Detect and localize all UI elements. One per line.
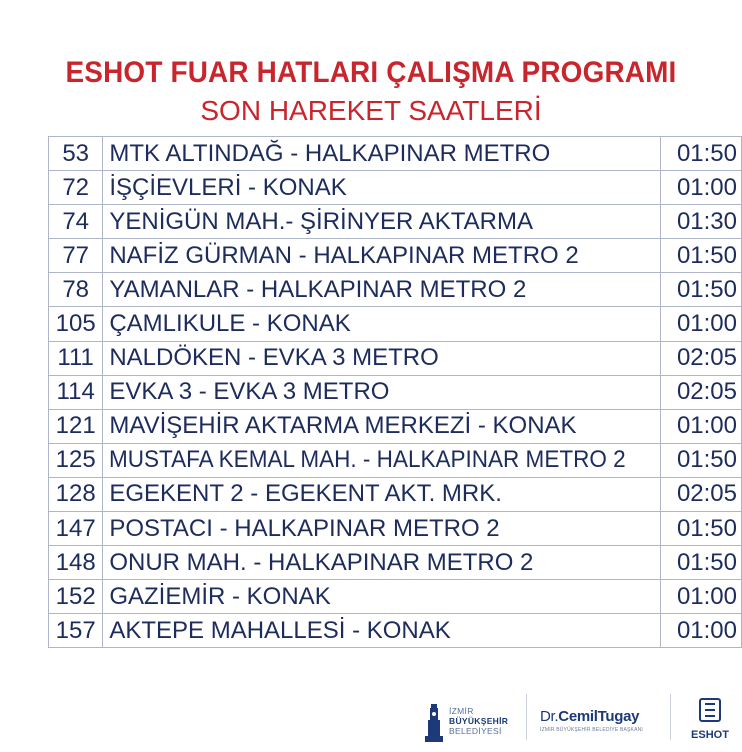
route-code: 78 — [49, 273, 103, 307]
route-code: 105 — [49, 307, 103, 341]
route-code: 128 — [49, 477, 103, 511]
route-name — [103, 409, 661, 443]
last-departure-time: 01:50 — [661, 273, 742, 307]
last-departure-time: 01:00 — [661, 614, 742, 648]
clock-tower-icon — [423, 702, 445, 746]
route-name — [103, 171, 661, 205]
route-name — [103, 375, 661, 409]
route-code: 121 — [49, 409, 103, 443]
footer-divider — [670, 694, 671, 740]
route-name-text: MUSTAFA KEMAL MAH. - HALKAPINAR METRO 2 — [109, 446, 626, 474]
route-name — [103, 239, 661, 273]
table-row — [49, 614, 742, 648]
last-departure-time: 01:50 — [661, 512, 742, 546]
table-row — [49, 137, 742, 171]
route-name — [103, 443, 661, 477]
route-name — [103, 477, 661, 511]
footer — [0, 688, 742, 748]
route-code: 125 — [49, 443, 103, 477]
izmir-logo-line-2: BÜYÜKŞEHİR — [449, 716, 509, 726]
last-departure-time: 01:00 — [661, 409, 742, 443]
mayor-name — [540, 708, 680, 725]
route-code: 148 — [49, 546, 103, 580]
route-code: 152 — [49, 580, 103, 614]
mayor-subtitle: İZMİR BÜYÜKŞEHİR BELEDİYE BAŞKANI — [540, 727, 644, 733]
footer-divider — [526, 694, 527, 740]
route-name-text: ONUR MAH. - HALKAPINAR METRO 2 — [109, 548, 534, 576]
last-departure-time: 01:30 — [661, 205, 742, 239]
table-row — [49, 341, 742, 375]
route-name-text: EVKA 3 - EVKA 3 METRO — [109, 378, 390, 406]
table-row — [49, 307, 742, 341]
route-code: 53 — [49, 137, 103, 171]
route-code: 111 — [49, 341, 103, 375]
table-row — [49, 477, 742, 511]
route-code: 72 — [49, 171, 103, 205]
route-name-text: ÇAMLIKULE - KONAK — [109, 310, 351, 338]
route-name-text: POSTACI - HALKAPINAR METRO 2 — [109, 514, 500, 542]
route-code: 157 — [49, 614, 103, 648]
route-code: 147 — [49, 512, 103, 546]
table-row — [49, 409, 742, 443]
route-name — [103, 341, 661, 375]
last-departure-time: 01:50 — [661, 239, 742, 273]
table-row — [49, 375, 742, 409]
route-name-text: YAMANLAR - HALKAPINAR METRO 2 — [109, 275, 527, 303]
last-departure-time: 01:50 — [661, 546, 742, 580]
route-name — [103, 546, 661, 580]
mayor-signature-logo — [540, 708, 680, 733]
last-departure-time: 02:05 — [661, 341, 742, 375]
last-departure-time: 01:50 — [661, 443, 742, 477]
route-code: 114 — [49, 375, 103, 409]
last-departure-time: 01:50 — [661, 137, 742, 171]
route-name — [103, 512, 661, 546]
eshot-emblem-icon — [696, 696, 724, 724]
schedule-table — [48, 136, 742, 648]
route-name-text: GAZİEMİR - KONAK — [109, 582, 331, 610]
last-departure-time: 02:05 — [661, 375, 742, 409]
last-departure-time: 01:00 — [661, 171, 742, 205]
route-name — [103, 614, 661, 648]
route-name-text: NALDÖKEN - EVKA 3 METRO — [109, 344, 439, 372]
route-name-text: MAVİŞEHİR AKTARMA MERKEZİ - KONAK — [109, 412, 577, 440]
izmir-logo-line-1: İZMİR — [449, 706, 474, 716]
table-row — [49, 546, 742, 580]
izmir-logo-line-3: BELEDİYESİ — [449, 726, 502, 736]
route-name-text: İŞÇİEVLERİ - KONAK — [109, 173, 347, 201]
table-row — [49, 171, 742, 205]
route-name — [103, 137, 661, 171]
route-name-text: NAFİZ GÜRMAN - HALKAPINAR METRO 2 — [109, 241, 579, 269]
eshot-logo — [688, 696, 732, 741]
izmir-logo-text — [449, 706, 508, 736]
route-name-text: AKTEPE MAHALLESİ - KONAK — [109, 616, 451, 644]
eshot-label: ESHOT — [691, 729, 729, 741]
route-name-text: EGEKENT 2 - EGEKENT AKT. MRK. — [109, 480, 502, 508]
table-row — [49, 580, 742, 614]
schedule-rows — [49, 137, 742, 648]
table-row — [49, 205, 742, 239]
last-departure-time: 01:00 — [661, 307, 742, 341]
last-departure-time: 01:00 — [661, 580, 742, 614]
page-subtitle: SON HAREKET SAATLERİ — [200, 95, 542, 126]
route-name — [103, 205, 661, 239]
route-code: 77 — [49, 239, 103, 273]
table-row — [49, 512, 742, 546]
route-name — [103, 273, 661, 307]
izmir-municipality-logo — [423, 698, 523, 746]
route-name-text: YENİGÜN MAH.- ŞİRİNYER AKTARMA — [109, 207, 533, 235]
mayor-name-text: CemilTugay — [558, 708, 640, 725]
route-name-text: MTK ALTINDAĞ - HALKAPINAR METRO — [109, 139, 551, 167]
table-row — [49, 273, 742, 307]
route-name — [103, 307, 661, 341]
route-name — [103, 580, 661, 614]
route-code: 74 — [49, 205, 103, 239]
last-departure-time: 02:05 — [661, 477, 742, 511]
table-row — [49, 239, 742, 273]
mayor-title: Dr. — [540, 708, 559, 725]
table-row — [49, 443, 742, 477]
page-title: ESHOT FUAR HATLARI ÇALIŞMA PROGRAMI — [65, 56, 677, 89]
